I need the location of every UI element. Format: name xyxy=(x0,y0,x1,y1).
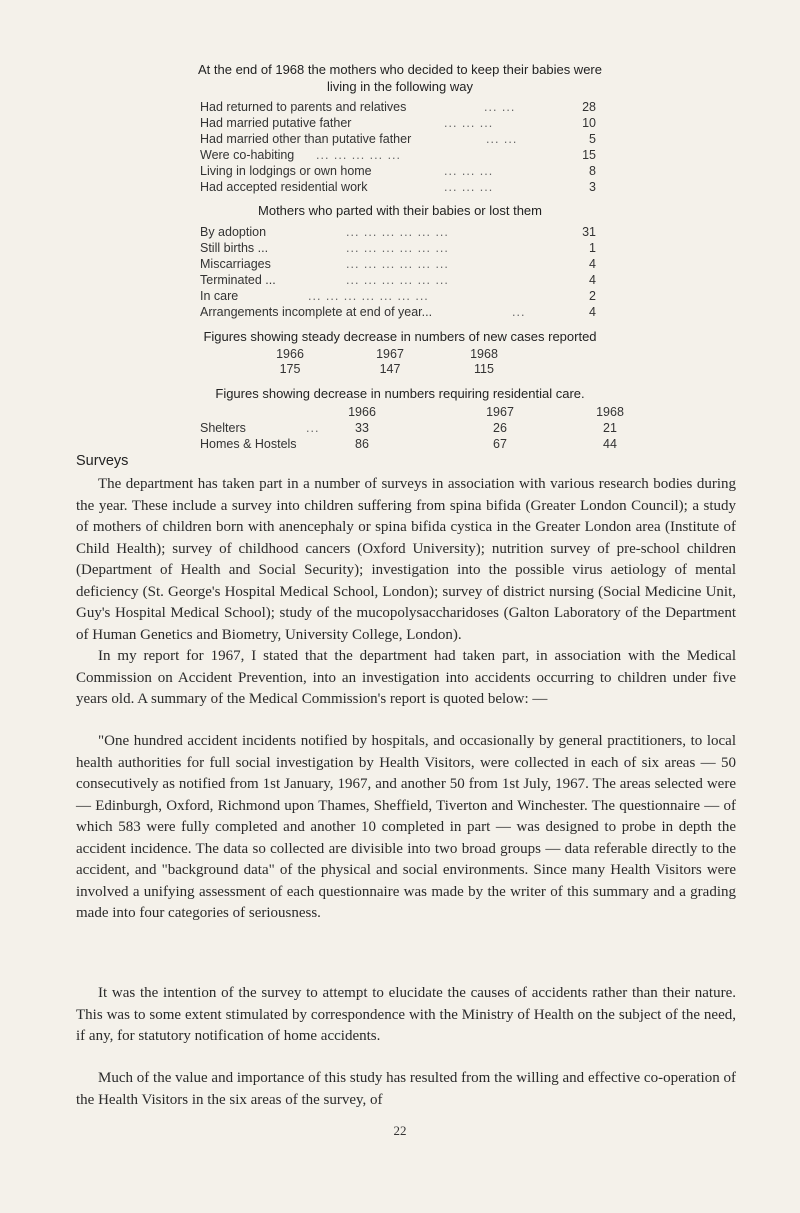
count-value: 67 xyxy=(493,437,507,451)
row-value: 28 xyxy=(582,100,596,114)
page-number: 22 xyxy=(393,1123,407,1138)
section-title: Surveys xyxy=(76,453,129,469)
year-header: 1966 xyxy=(348,405,376,419)
count-value: 175 xyxy=(279,362,301,376)
row-value: 4 xyxy=(589,273,596,287)
row-label: By adoption xyxy=(200,225,267,239)
count-value: 44 xyxy=(603,437,617,451)
parted-heading: Mothers who parted with their babies or lost them xyxy=(258,203,542,218)
count-value: 86 xyxy=(355,437,369,451)
row-label: Had married other than putative father xyxy=(200,132,412,146)
leader-dots: ... ... ... ... ... ... xyxy=(346,273,449,287)
row-value: 8 xyxy=(589,164,596,178)
paragraph: In my report for 1967, I stated that the department had taken part, in association with the Medical Commission on Accident Prevention, into an investigation into accidents occurring to children under five years old. A summary of the Medical Commission's report is quoted below: — xyxy=(76,648,736,707)
count-value: 115 xyxy=(474,362,494,376)
year-header: 1967 xyxy=(376,347,404,361)
row-label: Arrangements incomplete at end of year... xyxy=(200,305,433,319)
residential-heading: Figures showing decrease in numbers requiring residential care. xyxy=(215,386,585,401)
row-label: Were co-habiting xyxy=(200,148,295,162)
row-value: 1 xyxy=(589,241,596,255)
row-label: In care xyxy=(200,289,239,303)
living-heading-line1: At the end of 1968 the mothers who decided to keep their babies were xyxy=(198,62,602,77)
row-label: Shelters xyxy=(200,421,246,435)
paragraph: Much of the value and importance of this study has resulted from the willing and effective co-operation of the Health Visitors in the six areas of the survey, of xyxy=(76,1070,736,1108)
paragraph: The department has taken part in a number of surveys in association with various research bodies during the year. These include a survey into children suffering from spina bifida (Greater London Council); a study of mothers of children born with anencephaly or spina bifida cystica in the Greater London area (Institute of Child Health); survey of childhood cancers (Oxford University); nutrition survey of pre-school children (Department of Health and Social Security); investigation into the possible virus aetiology of mental deficiency (St. George's Hospital Medical School, London); survey of district nursing (Social Medicine Unit, Guy's Hospital Medical School); study of the mucopolysaccharidoses (Galton Laboratory of the Department of Human Genetics and Biometry, University College, London). xyxy=(76,476,736,643)
row-value: 4 xyxy=(589,305,596,319)
year-header: 1966 xyxy=(276,347,304,361)
new-cases-heading: Figures showing steady decrease in numbers of new cases reported xyxy=(203,329,597,344)
leader-dots: ... ... ... ... ... ... xyxy=(346,257,449,271)
row-label: Had returned to parents and relatives xyxy=(200,100,407,114)
year-header: 1968 xyxy=(596,405,624,419)
row-value: 2 xyxy=(589,289,596,303)
count-value: 33 xyxy=(355,421,369,435)
year-header: 1968 xyxy=(470,347,498,361)
leader-dots: ... ... ... xyxy=(444,164,494,178)
leader-dots: ... ... ... xyxy=(444,180,494,194)
row-label: Still births ... xyxy=(200,241,269,255)
row-label: Miscarriages xyxy=(200,257,271,271)
paragraph: It was the intention of the survey to attempt to elucidate the causes of accidents rather than their nature. This was to some extent stimulated by correspondence with the Ministry of Health on the subject of the need, if any, for statutory notification of home accidents. xyxy=(76,985,736,1044)
row-value: 3 xyxy=(589,180,596,194)
row-value: 15 xyxy=(582,148,596,162)
count-value: 21 xyxy=(603,421,617,435)
row-label: Living in lodgings or own home xyxy=(200,164,372,178)
row-value: 10 xyxy=(582,116,596,130)
leader-dots: ... ... ... ... ... ... ... xyxy=(308,289,429,303)
leader-dots: ... ... ... ... ... ... xyxy=(346,225,449,239)
leader-dots: ... xyxy=(512,305,526,319)
row-label: Homes & Hostels xyxy=(200,437,297,451)
row-label: Had married putative father xyxy=(200,116,352,130)
count-value: 147 xyxy=(379,362,401,376)
quoted-paragraph: "One hundred accident incidents notified by hospitals, and occasionally by general practitioners, to local health authorities for full social investigation by Health Visitors, were collected in each of six areas — 50 consecutively as notified from 1st January, 1967, and another 50 from 1st July, 1967. The areas selected were — Edinburgh, Oxford, Richmond upon Thames, Sheffield, Tiverton and Winchester. The questionnaire — of which 583 were fully completed and another 10 completed in part — was designed to probe in depth the accident incidence. The data so collected are divisible into two broad groups — data referable directly to the accident, and "background data" of the physical and social environments. Since many Health Visitors were involved a unifying assessment of each questionnaire was made by the writer of this summary and a grading made into four categories of seriousness. xyxy=(76,733,736,921)
year-header: 1967 xyxy=(486,405,514,419)
row-label: Had accepted residential work xyxy=(200,180,368,194)
leader-dots: ... ... xyxy=(484,100,516,114)
row-value: 5 xyxy=(589,132,596,146)
leader-dots: ... ... ... ... ... ... xyxy=(346,241,449,255)
living-heading-line2: living in the following way xyxy=(327,79,473,94)
row-value: 4 xyxy=(589,257,596,271)
leader-dots: ... xyxy=(306,421,320,435)
count-value: 26 xyxy=(493,421,507,435)
row-label: Terminated ... xyxy=(200,273,276,287)
leader-dots: ... ... xyxy=(486,132,518,146)
leader-dots: ... ... ... ... ... xyxy=(316,148,401,162)
row-value: 31 xyxy=(582,225,596,239)
leader-dots: ... ... ... xyxy=(444,116,494,130)
